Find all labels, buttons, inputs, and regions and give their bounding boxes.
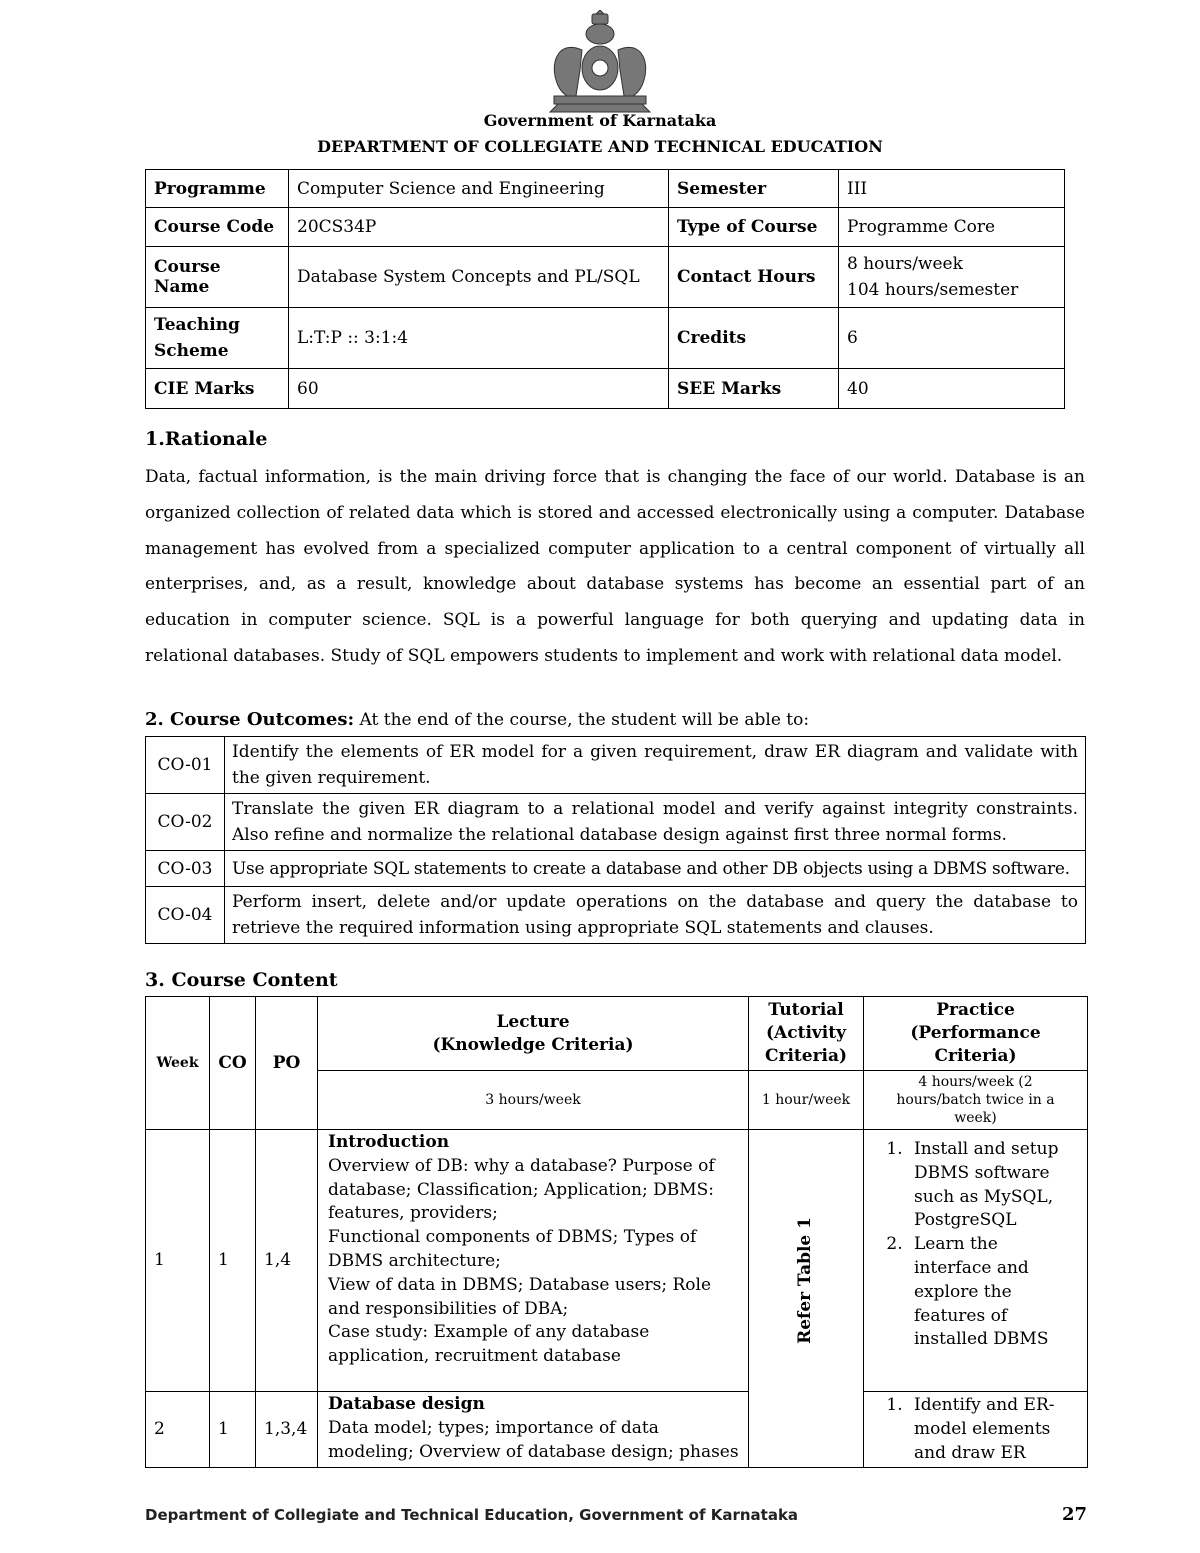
lecture-line: database; Classification; Application; DBMS: (328, 1179, 715, 1200)
type-value: Programme Core (839, 208, 1065, 247)
lecture-line: Overview of DB: why a database? Purpose of (328, 1155, 715, 1176)
table-row (146, 1392, 1088, 1468)
type-label: Type of Course (669, 208, 839, 247)
karnataka-emblem-icon (540, 10, 660, 114)
week-cell: 2 (146, 1392, 210, 1468)
content-heading: 3. Course Content (145, 969, 338, 991)
co-text: Use appropriate SQL statements to create a database and other DB objects using a DBMS software. (225, 851, 1086, 887)
co-header: CO (210, 997, 256, 1130)
lecture-line: Functional components of DBMS; Types of (328, 1227, 697, 1248)
co-text: Translate the given ER diagram to a relational model and verify against integrity constraints. Also refine and normalize the relational database design against first three normal forms. (225, 794, 1086, 851)
programme-label: Programme (146, 170, 289, 208)
rationale-heading: 1.Rationale (145, 428, 268, 450)
credits-label: Credits (669, 308, 839, 369)
co-text: Identify the elements of ER model for a given requirement, draw ER diagram and validate with the given requirement. (225, 737, 1086, 794)
practice-hours-line1: 4 hours/week (2 (918, 1074, 1033, 1090)
week-cell: 1 (146, 1130, 210, 1392)
course-content-table (145, 996, 1088, 1468)
teaching-label-line1: Teaching (154, 315, 240, 335)
co-cell: 1 (210, 1392, 256, 1468)
contact-week: 8 hours/week (847, 254, 963, 274)
practice-list (872, 1394, 1079, 1465)
lecture-line: Data model; types; importance of data (328, 1417, 659, 1438)
see-value: 40 (839, 369, 1065, 409)
cie-label: CIE Marks (146, 369, 289, 409)
practice-header-line1: Practice (936, 1000, 1015, 1020)
page-number: 27 (1062, 1504, 1088, 1525)
list-item: 1. Identify and ER-model elements and draw ER (908, 1394, 1079, 1465)
lecture-line: application, recruitment database (328, 1346, 621, 1367)
tutorial-header-line3: Criteria) (764, 1046, 848, 1066)
practice-hours (864, 1071, 1088, 1130)
credits-value: 6 (839, 308, 1065, 369)
course-name-label: Course Name (146, 247, 289, 308)
po-cell: 1,3,4 (256, 1392, 318, 1468)
programme-value: Computer Science and Engineering (289, 170, 669, 208)
lecture-cell (318, 1392, 749, 1468)
tutorial-cell (749, 1130, 864, 1468)
lecture-line: and responsibilities of DBA; (328, 1298, 569, 1319)
co-id: CO-01 (146, 737, 225, 794)
co-text: Perform insert, delete and/or update operations on the database and query the database to retrieve the required information using appropriate SQL statements and clauses. (225, 887, 1086, 944)
footer-text: Department of Collegiate and Technical Education, Government of Karnataka (145, 1506, 799, 1524)
tutorial-refer: Refer Table 1 (795, 1216, 816, 1344)
po-header: PO (256, 997, 318, 1130)
lecture-line: modeling; Overview of database design; phases (328, 1441, 739, 1462)
outcomes-table (145, 736, 1086, 944)
po-cell: 1,4 (256, 1130, 318, 1392)
lecture-hours: 3 hours/week (318, 1071, 749, 1130)
co-id: CO-04 (146, 887, 225, 944)
tutorial-header-line1: Tutorial (768, 1000, 844, 1020)
practice-header-line2: (Performance (910, 1023, 1041, 1043)
co-id: CO-03 (146, 851, 225, 887)
outcomes-title: 2. Course Outcomes: (145, 709, 355, 730)
practice-cell (864, 1392, 1088, 1468)
lecture-line: View of data in DBMS; Database users; Role (328, 1274, 712, 1295)
week-header: Week (146, 997, 210, 1130)
semester-value: III (839, 170, 1065, 208)
lecture-line: features, providers; (328, 1203, 498, 1224)
co-id: CO-02 (146, 794, 225, 851)
list-item: 1. Install and setup DBMS software such as MySQL, PostgreSQL (908, 1138, 1079, 1233)
lecture-header-line2: (Knowledge Criteria) (432, 1034, 634, 1055)
lecture-line: DBMS architecture; (328, 1250, 501, 1271)
see-label: SEE Marks (669, 369, 839, 409)
practice-list (872, 1138, 1079, 1352)
practice-cell (864, 1130, 1088, 1392)
teaching-scheme-label (146, 308, 289, 369)
outcomes-heading (145, 709, 809, 730)
contact-hours-value (839, 247, 1065, 308)
course-code-label: Course Code (146, 208, 289, 247)
table-row (146, 1130, 1088, 1392)
tutorial-hours: 1 hour/week (749, 1071, 864, 1130)
department-title: DEPARTMENT OF COLLEGIATE AND TECHNICAL EDUCATION (317, 137, 883, 156)
lecture-header (318, 997, 749, 1071)
tutorial-header-line2: (Activity (766, 1023, 846, 1043)
practice-header (864, 997, 1088, 1071)
contact-semester: 104 hours/semester (847, 280, 1019, 300)
lecture-cell (318, 1130, 749, 1392)
teaching-scheme-value: L:T:P :: 3:1:4 (289, 308, 669, 369)
tutorial-header (749, 997, 864, 1071)
semester-label: Semester (669, 170, 839, 208)
contact-hours-label: Contact Hours (669, 247, 839, 308)
practice-hours-line3: week) (954, 1110, 997, 1126)
course-name-value: Database System Concepts and PL/SQL (289, 247, 669, 308)
list-item: 2. Learn the interface and explore the features of installed DBMS (908, 1233, 1079, 1352)
rationale-text: Data, factual information, is the main driving force that is changing the face of our world. Database is an organized collection of related data which is stored and accessed electronically using a computer. Database management has evolved from a specialized computer application to a central component of virtually all enterprises, and, as a result, knowledge about database systems has become an essential part of an education in computer science. SQL is a powerful language for both querying and updating data in relational databases. Study of SQL empowers students to implement and work with relational data model. (145, 467, 1085, 666)
lecture-header-line1: Lecture (496, 1011, 570, 1032)
teaching-label-line2: Scheme (154, 341, 229, 361)
outcomes-intro: At the end of the course, the student will be able to: (354, 710, 810, 730)
cie-value: 60 (289, 369, 669, 409)
lecture-line: Case study: Example of any database (328, 1322, 650, 1343)
practice-header-line3: Criteria) (934, 1046, 1017, 1066)
lecture-title: Introduction (328, 1132, 450, 1152)
lecture-title: Database design (328, 1394, 485, 1414)
course-info-table (145, 169, 1065, 409)
government-title: Government of Karnataka (483, 111, 717, 130)
co-cell: 1 (210, 1130, 256, 1392)
practice-hours-line2: hours/batch twice in a (896, 1092, 1055, 1108)
course-code-value: 20CS34P (289, 208, 669, 247)
